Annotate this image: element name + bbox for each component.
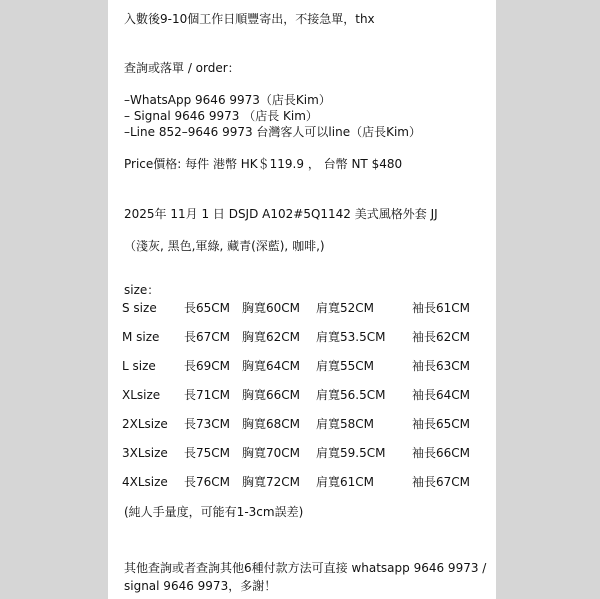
contact-line: –Line 852–9646 9973 台灣客人可以line（店長Kim） <box>124 125 421 139</box>
length-value: 長75CM <box>184 446 231 460</box>
size-row <box>108 300 496 316</box>
chest-value: 胸寬72CM <box>242 475 301 489</box>
product-colors: （淺灰, 黑色,軍綠, 藏青(深藍), 咖啡,) <box>124 239 325 253</box>
size-label: M size <box>122 330 160 344</box>
sleeve-value: 袖長63CM <box>412 359 471 373</box>
chest-value: 胸寬66CM <box>242 388 301 402</box>
chest-value: 胸寬64CM <box>242 359 301 373</box>
sleeve-value: 袖長65CM <box>412 417 471 431</box>
size-row <box>108 387 496 403</box>
chest-value: 胸寬68CM <box>242 417 301 431</box>
contact-heading: 查詢或落單 / order： <box>124 61 240 75</box>
size-label: 3XLsize <box>122 446 168 460</box>
size-label: XLsize <box>122 388 161 402</box>
product-title: 2025年 11月 1 日 DSJD A102#5Q1142 美式風格外套 JJ <box>124 207 438 221</box>
shoulder-value: 肩寬53.5CM <box>316 330 386 344</box>
length-value: 長67CM <box>184 330 231 344</box>
length-value: 長76CM <box>184 475 231 489</box>
size-label: 4XLsize <box>122 475 168 489</box>
sleeve-value: 袖長62CM <box>412 330 471 344</box>
shoulder-value: 肩寬52CM <box>316 301 375 315</box>
size-row <box>108 358 496 374</box>
contact-signal: – Signal 9646 9973 （店長 Kim） <box>124 109 318 123</box>
size-label: L size <box>122 359 156 373</box>
length-value: 長69CM <box>184 359 231 373</box>
shipping-note: 入數後9-10個工作日順豐寄出，不接急單，thx <box>124 12 375 26</box>
shoulder-value: 肩寬56.5CM <box>316 388 386 402</box>
size-label: 2XLsize <box>122 417 168 431</box>
size-heading: size： <box>124 283 160 297</box>
sleeve-value: 袖長64CM <box>412 388 471 402</box>
sleeve-value: 袖長66CM <box>412 446 471 460</box>
shoulder-value: 肩寬58CM <box>316 417 375 431</box>
shoulder-value: 肩寬61CM <box>316 475 375 489</box>
shoulder-value: 肩寬59.5CM <box>316 446 386 460</box>
size-row <box>108 474 496 490</box>
size-label: S size <box>122 301 157 315</box>
measurement-note: (純人手量度，可能有1-3cm誤差) <box>124 505 304 519</box>
length-value: 長65CM <box>184 301 231 315</box>
footer-contact-note: 其他查詢或者查詢其他6種付款方法可直接 whatsapp 9646 9973 / signal 9646 9973，多謝！ <box>124 561 487 593</box>
length-value: 長71CM <box>184 388 231 402</box>
shoulder-value: 肩寬55CM <box>316 359 375 373</box>
document-page <box>108 0 496 599</box>
size-row <box>108 416 496 432</box>
chest-value: 胸寬70CM <box>242 446 301 460</box>
length-value: 長73CM <box>184 417 231 431</box>
sleeve-value: 袖長67CM <box>412 475 471 489</box>
size-row <box>108 445 496 461</box>
price-line: Price價格: 每件 港幣 HK＄119.9 ， 台幣 NT $480 <box>124 157 403 171</box>
sleeve-value: 袖長61CM <box>412 301 471 315</box>
size-row <box>108 329 496 345</box>
chest-value: 胸寬60CM <box>242 301 301 315</box>
chest-value: 胸寬62CM <box>242 330 301 344</box>
contact-whatsapp: –WhatsApp 9646 9973（店長Kim） <box>124 93 331 107</box>
